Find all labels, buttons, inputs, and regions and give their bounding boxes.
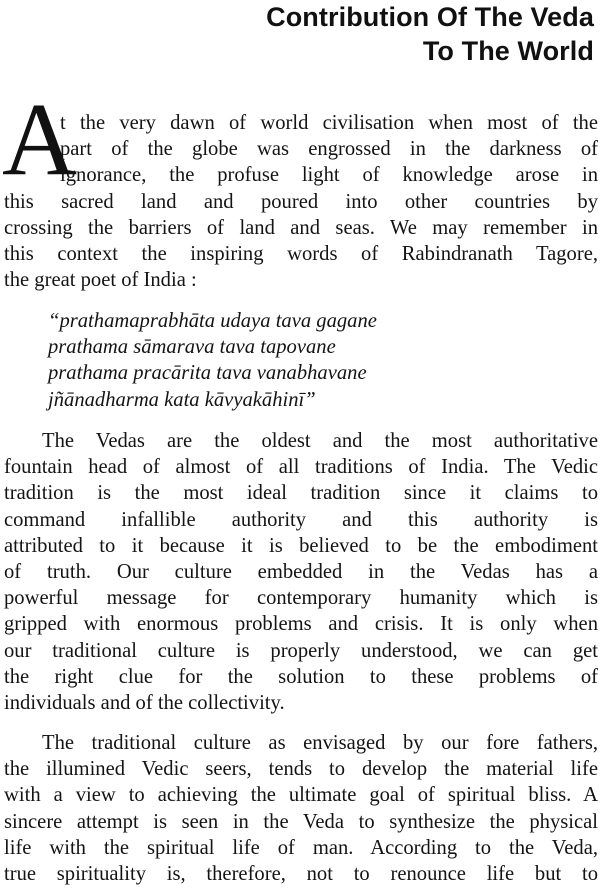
paragraph-2-line-3: tradition is the most ideal tradition since it claims to (4, 482, 598, 505)
paragraph-2-line-9: our traditional culture is properly understood, we can get (4, 639, 598, 662)
paragraph-3-line-1: The traditional culture as envisaged by our fore fathers, (42, 732, 598, 754)
paragraph-1-body (4, 189, 598, 294)
verse-line-4: jñānadharma kata kāvyakāhinī” (48, 388, 316, 411)
paragraph-1-line-6: this context the inspiring words of Rabindranath Tagore, (4, 242, 598, 265)
paragraph-2-line-11: individuals and of the collectivity. (4, 691, 285, 714)
paragraph-2-line-4: command infallible authority and this authority is (4, 508, 598, 531)
verse-quote (48, 308, 377, 413)
paragraph-1-line-3: ignorance, the profuse light of knowledge arose in (60, 164, 598, 187)
paragraph-2-line-7: powerful message for contemporary humanity which is (4, 587, 598, 610)
chapter-title-line-1: Contribution Of The Veda (266, 2, 594, 32)
paragraph-1-dropcap-lines (60, 110, 598, 189)
chapter-title-line-2: To The World (422, 36, 594, 66)
paragraph-3 (4, 730, 598, 887)
paragraph-2-line-10: the right clue for the solution to these problems of (4, 665, 598, 688)
paragraph-2 (4, 428, 598, 716)
paragraph-2-line-8: gripped with enormous problems and crisis. It is only when (4, 613, 598, 636)
paragraph-3-line-3: with a view to achieving the ultimate goal of spiritual bliss. A (4, 784, 598, 807)
paragraph-3-line-4: sincere attempt is seen in the Veda to synthesize the physical (4, 810, 598, 833)
verse-line-1: “prathamaprabhāta udaya tava gagane (48, 310, 377, 332)
paragraph-3-line-5: life with the spiritual life of man. According to the Veda, (4, 836, 598, 859)
verse-line-2: prathama sāmarava tava tapovane (48, 336, 336, 359)
paragraph-2-line-2: fountain head of almost of all traditions of India. The Vedic (4, 456, 598, 479)
paragraph-1-line-1: t the very dawn of world civilisation when most of the (60, 112, 598, 134)
paragraph-2-line-1: The Vedas are the oldest and the most authoritative (42, 430, 598, 452)
paragraph-2-line-6: of truth. Our culture embedded in the Vedas has a (4, 560, 598, 583)
paragraph-1-line-4: this sacred land and poured into other countries by (4, 190, 598, 213)
drop-cap: A (2, 82, 78, 197)
chapter-title (266, 0, 594, 68)
verse-line-3: prathama pracārita tava vanabhavane (48, 362, 367, 385)
paragraph-1-line-2: part of the globe was engrossed in the darkness of (60, 138, 598, 161)
paragraph-3-line-6: true spirituality is, therefore, not to renounce life but to (4, 862, 598, 885)
paragraph-3-line-2: the illumined Vedic seers, tends to develop the material life (4, 758, 598, 781)
paragraph-1-line-5: crossing the barriers of land and seas. We may remember in (4, 216, 598, 239)
paragraph-1-line-7: the great poet of India : (4, 269, 197, 292)
paragraph-2-line-5: attributed to it because it is believed to be the embodiment (4, 534, 598, 557)
